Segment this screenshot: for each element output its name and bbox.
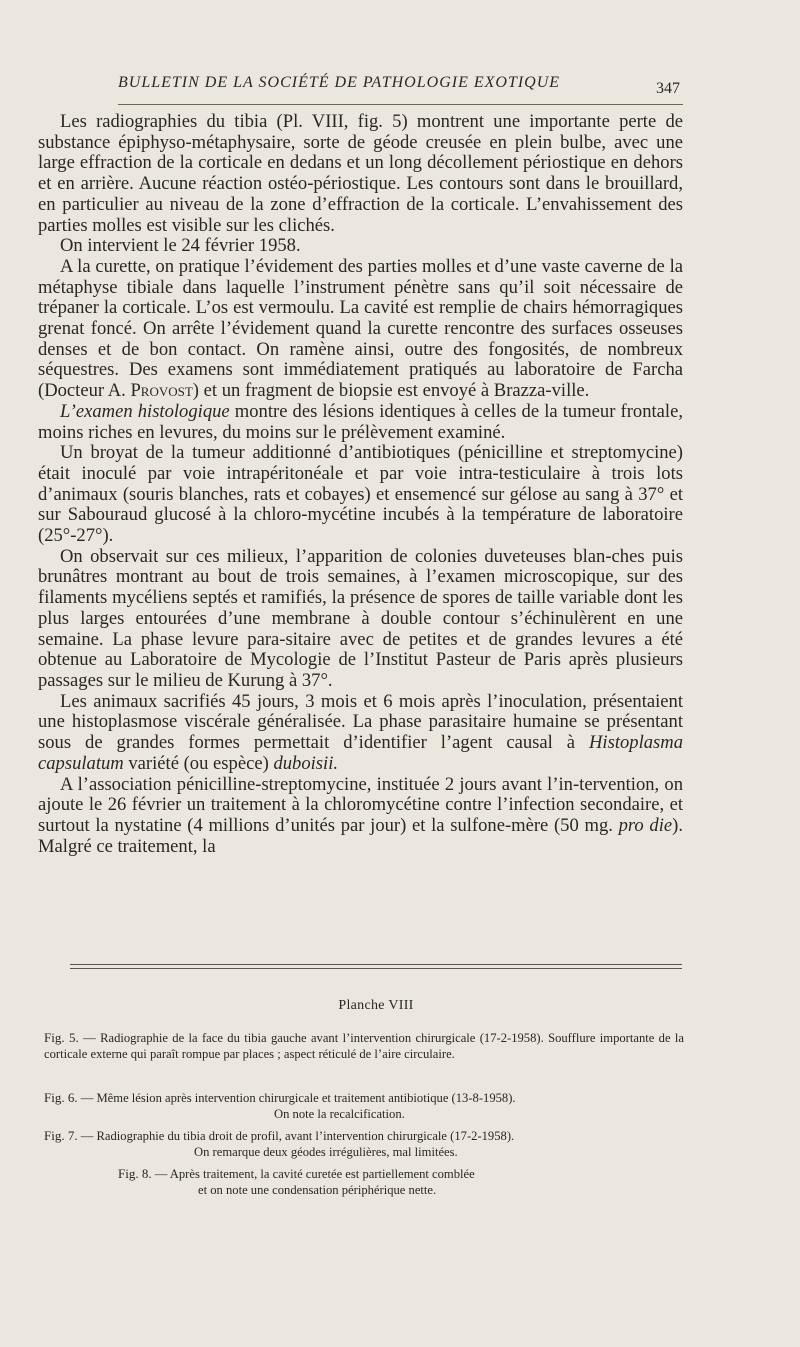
paragraph-text: montre des lésions identiques à celles de la tumeur frontale, moins riches en levures, du moins sur le prélèvement examiné. [38, 400, 683, 443]
paragraph-curette [38, 257, 683, 402]
paragraph-text: A la curette, on pratique l’évidement des parties molles et d’une vaste caverne de la métaphyse tibiale dans laquelle l’instrument pénètre sans qu’il soit nécessaire de trépaner la corticale. L’os est vermoulu. La cavité est remplie de chairs hémorragiques grenat foncé. On arrête l’évidement quand la curette rencontre des surfaces osseuses denses et de bon contact. On ramène ainsi, outre des fongosités, de nombreux séquestres. Des examens sont immédiatement pratiqués au laboratoire de Farcha (Docteur A. [38, 255, 683, 402]
paragraph-intervention-date [38, 236, 683, 257]
paragraph-text: Un broyat de la tumeur additionné d’antibiotiques (pénicilline et streptomycine) était inoculé par voie intrapéritonéale et par voie intra-testiculaire à trois lots d’animaux (souris blanches, rats et cobayes) et ensemencé sur gélose au sang à 37° et sur Sabouraud glucosé à la chloro-mycétine incubés à la température de laboratoire (25°-27°). [38, 442, 683, 547]
paragraph-cultures [38, 547, 683, 692]
footer-double-rule [70, 964, 682, 969]
variety-name: duboisii. [273, 752, 339, 774]
caption-fig-5 [44, 1030, 684, 1062]
paragraph-text: On intervient le 24 février 1958. [60, 235, 301, 257]
caption-text: — Même lésion après intervention chirurgicale et traitement antibiotique (13-8-1958). [77, 1091, 516, 1105]
caption-text: — Radiographie de la face du tibia gauche avant l’intervention chirurgicale (17-2-1958). Soufflure importante de la corticale externe qui paraît rompue par places ; aspect réticulé de l’aire circulaire. [44, 1031, 685, 1061]
paragraph-text: variété (ou espèce) [123, 752, 274, 774]
paragraph-text: ). Malgré ce traitement, la [38, 814, 683, 857]
caption-fig-8 [118, 1166, 678, 1198]
italic-term: L’examen histologique [60, 400, 230, 422]
rule-line [70, 964, 682, 965]
caption-text: — Après traitement, la cavité curetée est partiellement comblée [151, 1167, 475, 1181]
page-number: 347 [656, 80, 680, 97]
figure-label: Fig. 7. [44, 1128, 78, 1143]
paragraph-radiographies [38, 112, 683, 236]
paragraph-text: ) et un fragment de biopsie est envoyé à Brazza-ville. [192, 380, 590, 402]
caption-fig-7 [44, 1128, 684, 1160]
paragraph-text: On observait sur ces milieux, l’apparition de colonies duveteuses blan-ches puis brunâtres montrant au bout de trois semaines, à l’examen microscopique, sur des filaments mycéliens septés et ramifiés, la présence de spores de taille variable dont les plus larges entourées d’une membrane à double contour s’échinulèrent en une semaine. La phase levure para-sitaire avec de petites et de grandes levures a été obtenue au Laboratoire de Mycologie de l’Institut Pasteur de Paris après plusieurs passages sur le milieu de Kurung à 37°. [38, 545, 683, 691]
plate-title: Planche VIII [338, 998, 414, 1013]
caption-text: et on note une condensation périphérique nette. [198, 1183, 437, 1197]
paragraph-text: A l’association pénicilline-streptomycine, instituée 2 jours avant l’in-tervention, on ajoute le 26 février un traitement à la chloromycétine contre l’infection secondaire, et surtout la nystatine (4 millions d’unités par jour) et la sulfone-mère (50 mg. [38, 773, 683, 836]
paragraph-text: Les radiographies du tibia (Pl. VIII, fig. 5) montrent une importante perte de substance épiphyso-métaphysaire, sorte de géode creusée en plein bulbe, avec une large effraction de la corticale en dedans et un long décollement périostique en dehors et en arrière. Aucune réaction ostéo-périostique. Les contours sont dans le brouillard, en particulier au niveau de la zone d’effraction de la corticale. L’envahissement des parties molles est visible sur les clichés. [38, 111, 683, 236]
species-name: Histoplasma capsulatum [38, 732, 683, 774]
running-title: BULLETIN DE LA SOCIÉTÉ DE PATHOLOGIE EXOTIQUE [118, 74, 561, 91]
figure-label: Fig. 5. [44, 1030, 79, 1045]
figure-label: Fig. 6. [44, 1090, 78, 1105]
paragraph-treatment [38, 775, 683, 858]
header-rule [118, 104, 683, 105]
figure-label: Fig. 8. [118, 1166, 152, 1181]
caption-text: On remarque deux géodes irrégulières, mal limitées. [194, 1145, 458, 1159]
author-name: Provost [130, 380, 193, 402]
paragraph-text: Les animaux sacrifiés 45 jours, 3 mois et 6 mois après l’inoculation, présentaient une histoplasmose viscérale généralisée. La phase parasitaire humaine se présentant sous de grandes formes permettait d’identifier l’agent causal à [38, 690, 683, 754]
caption-text: — Radiographie du tibia droit de profil, avant l’intervention chirurgicale (17-2-1958). [77, 1129, 515, 1143]
running-header [118, 74, 680, 97]
paragraph-animals [38, 692, 683, 775]
paragraph-broyat [38, 443, 683, 547]
rule-line [70, 968, 682, 969]
body-text [38, 112, 683, 857]
caption-text: On note la recalcification. [274, 1107, 405, 1121]
paragraph-histology [38, 402, 683, 443]
italic-term: pro die [618, 814, 673, 836]
caption-fig-6 [44, 1090, 684, 1122]
